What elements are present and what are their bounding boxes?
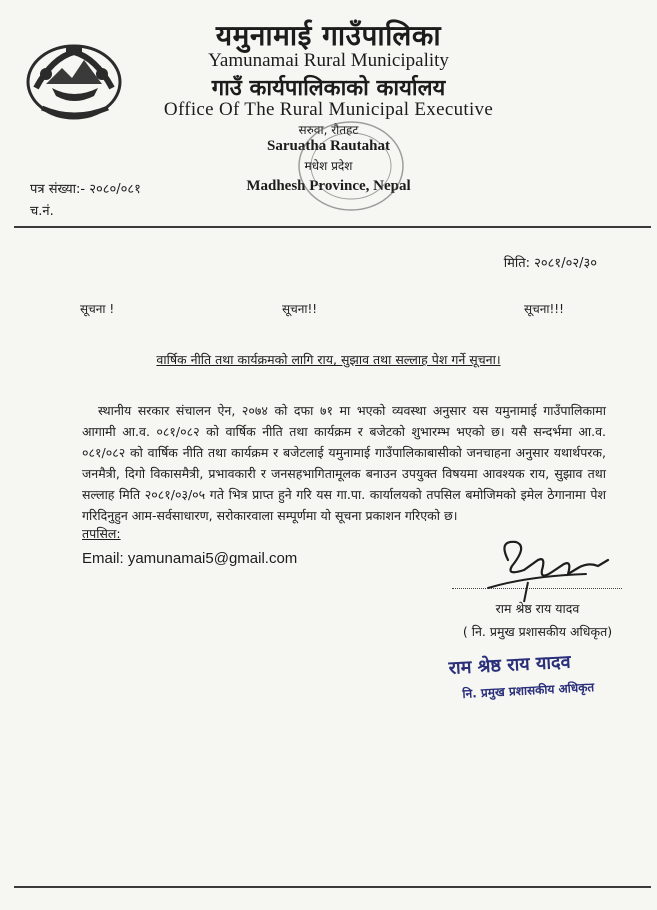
contact-email: Email: yamunamai5@gmail.com (82, 550, 298, 567)
name-stamp: राम श्रेष्ठ राय यादव (448, 651, 572, 679)
office-seal-stamp (266, 108, 436, 218)
signatory-name: राम श्रेष्ठ राय यादव (495, 601, 580, 616)
details-label: तपसिल: (82, 526, 121, 541)
notice-label-2: सूचना!! (282, 302, 318, 316)
office-name-nepali: गाउँ कार्यपालिकाको कार्यालय (211, 75, 446, 101)
location-nepali: सरुवा, रौतहट (298, 123, 359, 137)
notice-label-3: सूचना!!! (524, 302, 564, 316)
handwritten-signature (468, 530, 618, 610)
province-nepali: मधेश प्रदेश (304, 159, 353, 173)
footer-divider (14, 886, 651, 888)
notice-label-1: सूचना ! (80, 302, 115, 316)
notice-subject-text: वार्षिक नीति तथा कार्यक्रमको लागि राय, सुझाव तथा सल्लाह पेश गर्ने सूचना। (156, 352, 501, 367)
letter-number: पत्र संख्या:- २०८०/०८१ (30, 182, 141, 197)
signatory-title: ( नि. प्रमुख प्रशासकीय अधिकृत) (462, 624, 613, 639)
province-english: Madhesh Province, Nepal (246, 178, 411, 194)
document-date: मिति: २०८१/०२/३० (503, 256, 597, 271)
notice-body (82, 400, 606, 526)
dispatch-number: च.नं. (30, 204, 54, 219)
municipality-name-nepali: यमुनामाई गाउँपालिका (215, 19, 442, 52)
municipality-name-english: Yamunamai Rural Municipality (208, 50, 449, 71)
notice-body-paragraph: स्थानीय सरकार संचालन ऐन, २०७४ को दफा ७१ मा भएको व्यवस्था अनुसार यस यमुनामाई गाउँपालिकामा आगामी आ.व. ०८१/०८२ को वार्षिक नीति तथा कार्यक्रम र बजेटको शुभारम्भ भएको छ। यसै सन्दर्भमा आ.व. ०८१/०८२ को वार्षिक नीति तथा कार्यक्रम र बजेटलाई यमुनामाई गाउँपालिकाबासीको जनचाहना अनुसार यथार्थपरक, जनमैत्री, दिगो विकासमैत्री, प्रभावकारी र जनसहभागितामूलक बनाउन उपयुक्त विषयमा आवश्यक राय, सुझाव तथा सल्लाह मिति २०८१/०३/०५ गते भित्र प्राप्त हुने गरि यस गा.पा. कार्यालयको तपसिल बमोजिमको इमेल ठेगानामा पेश गरिदिनुहुन आम-सर्वसाधारण, सरोकारवाला सम्पूर्णमा यो सूचना प्रकाशन गरिएको छ। (82, 403, 606, 523)
header-divider (14, 226, 651, 228)
office-name-english: Office Of The Rural Municipal Executive (163, 99, 494, 120)
location-english: Saruatha Rautahat (267, 138, 390, 154)
notice-subject (0, 351, 657, 368)
signature-line (452, 588, 622, 589)
title-stamp: नि. प्रमुख प्रशासकीय अधिकृत (462, 680, 595, 701)
